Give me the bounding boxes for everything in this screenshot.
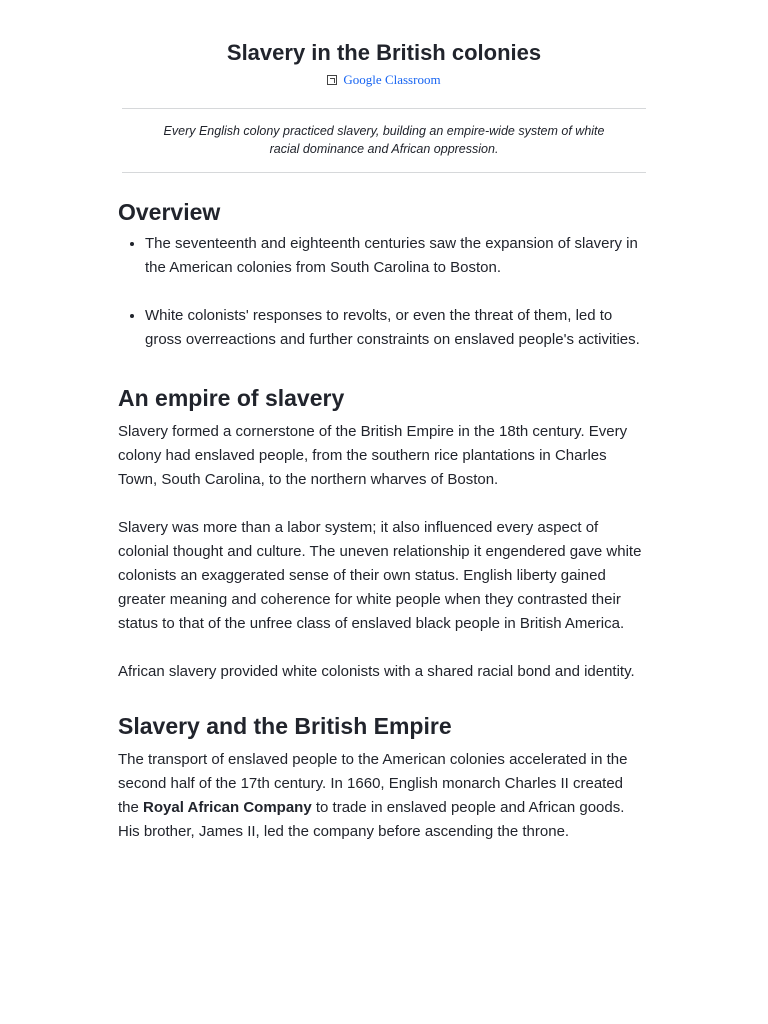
- share-classroom-icon: [327, 75, 337, 85]
- british-empire-heading: Slavery and the British Empire: [118, 713, 452, 739]
- paragraph-text: to trade in enslaved people and African goods. His brother, James II, led the company before ascending the throne.: [118, 799, 625, 840]
- royal-african-company-term: Royal African Company: [143, 799, 312, 816]
- empire-of-slavery-heading: An empire of slavery: [118, 385, 345, 411]
- google-classroom-link[interactable]: [327, 72, 440, 88]
- paragraph: African slavery provided white colonists with a shared racial bond and identity.: [118, 663, 635, 680]
- paragraph: [118, 748, 648, 844]
- overview-heading: Overview: [118, 199, 221, 225]
- article-content: [118, 196, 648, 868]
- overview-list: [118, 232, 648, 352]
- article-header: [0, 0, 768, 173]
- paragraph-text: The transport of enslaved people to the American colonies accelerated in the second half of the 17th century. In 1660, English monarch Charles II created the: [118, 751, 628, 816]
- page-title: Slavery in the British colonies: [226, 40, 542, 65]
- empire-of-slavery-section: [118, 382, 648, 684]
- overview-section: [118, 196, 648, 352]
- article-summary-box: [122, 108, 646, 173]
- google-classroom-label: Google Classroom: [343, 72, 441, 87]
- british-empire-section: [118, 710, 648, 844]
- paragraph: Slavery was more than a labor system; it also influenced every aspect of colonial thought and culture. The uneven relationship it engendered gave white colonists an exaggerated sense of their own status. English liberty gained greater meaning and coherence for white people when they contrasted their status to that of the unfree class of enslaved black people in British America.: [118, 519, 642, 632]
- overview-bullet: • White colonists' responses to revolts, or even the threat of them, led to gross overreactions and further constraints on enslaved people's activities.: [145, 304, 648, 352]
- paragraph: Slavery formed a cornerstone of the British Empire in the 18th century. Every colony had enslaved people, from the southern rice plantations in Charles Town, South Carolina, to the northern wharves of Boston.: [118, 423, 628, 488]
- article-summary: Every English colony practiced slavery, building an empire-wide system of white racial dominance and African oppression.: [163, 124, 605, 156]
- overview-bullet: • The seventeenth and eighteenth centuries saw the expansion of slavery in the American colonies from South Carolina to Boston.: [145, 232, 648, 280]
